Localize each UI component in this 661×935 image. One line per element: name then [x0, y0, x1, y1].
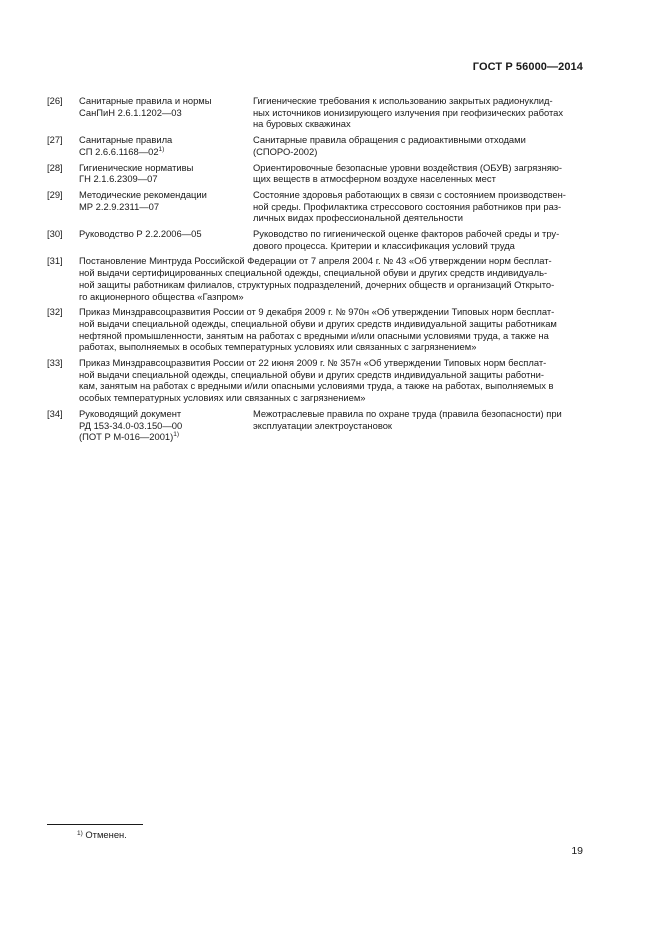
reference-title: Ориентировочные безопасные уровни воздействия (ОБУВ) загрязняю- щих веществ в атмосферном воздухе населенных мест [253, 161, 562, 185]
reference-item [47, 228, 583, 251]
footnote-text: Отменен. [85, 829, 127, 840]
reference-number: [34] [47, 407, 63, 419]
footnote-separator [47, 824, 143, 825]
reference-designation: Методические рекомендации МР 2.2.9.2311—07 [79, 188, 207, 212]
reference-item [47, 189, 583, 224]
reference-item [47, 306, 583, 353]
reference-text: Приказ Минздравсоцразвития России от 9 декабря 2009 г. № 970н «Об утверждении Типовых норм бесплат- ной выдачи специальной одежды, специальной обуви и других средств индивидуальной защиты работникам нефтяной промышленности, занятым на работах с вредными и/или опасными условиями труда, а также на работах, выполняемых в особых температурных условиях или связанных с загрязнением» [79, 306, 557, 353]
reference-title: Состояние здоровья работающих в связи с состоянием производствен- ной среды. Профилактика стрессового состояния работников при раз- личных видах профессиональной деятельности [253, 188, 566, 224]
footnote [77, 829, 127, 840]
reference-title: Санитарные правила обращения с радиоактивными отходами (СПОРО-2002) [253, 134, 526, 157]
reference-title: Гигиенические требования к использованию закрытых радионуклид- ных источников ионизирующего излучения при геофизических работах на буровых скважинах [253, 95, 564, 130]
footnote-marker: 1) [173, 431, 180, 439]
reference-designation: Санитарные правила и нормы СанПиН 2.6.1.1202—03 [79, 95, 212, 118]
reference-number: [29] [47, 188, 63, 200]
reference-item [47, 95, 583, 130]
reference-number: [26] [47, 95, 63, 106]
reference-title: Межотраслевые правила по охране труда (правила безопасности) при эксплуатации электроустановок [253, 407, 562, 431]
reference-designation: Гигиенические нормативы ГН 2.1.6.2309—07 [79, 161, 194, 185]
reference-number: [32] [47, 306, 63, 318]
reference-designation: Руководящий документ РД 153-34.0-03.150—00 (ПОТ Р М-016—2001)$^{1)}$ [79, 407, 183, 443]
bibliography-list [47, 95, 583, 447]
reference-designation: Руководство Р 2.2.2006—05 [79, 228, 202, 240]
reference-number: [30] [47, 228, 63, 240]
reference-number: [28] [47, 161, 63, 173]
reference-item [47, 134, 583, 157]
standard-designation: ГОСТ Р 56000—2014 [472, 61, 583, 73]
page-number: 19 [571, 845, 583, 857]
reference-number: [31] [47, 255, 63, 267]
footnote-marker: 1) [158, 145, 165, 153]
reference-text: Постановление Минтруда Российской Федерации от 7 апреля 2004 г. № 43 «Об утверждении норм бесплат- ной выдачи сертифицированных специальной одежды, специальной обуви и других средств индивидуаль- ной защиты работникам филиалов, структурных подразделений, дочерних обществ и организаций Открыто- го акционерного общества «Газпром» [79, 255, 555, 302]
reference-text: Приказ Минздравсоцразвития России от 22 июня 2009 г. № 357н «Об утверждении Типовых норм бесплат- ной выдачи специальной одежды, специальной обуви и других средств индивидуальной защиты работни- кам, занятым на работах с вредными и/или опасными условиями труда, а также на работах, выполняемых в особых температурных условиях или связанных с загрязнением» [79, 357, 554, 404]
footnote-mark: 1) [77, 830, 83, 837]
reference-number: [27] [47, 134, 63, 146]
reference-title: Руководство по гигиенической оценке факторов рабочей среды и тру- дового процесса. Критерии и классификация условий труда [253, 228, 560, 251]
reference-item [47, 162, 583, 185]
reference-item [47, 357, 583, 404]
reference-item [47, 255, 583, 302]
reference-designation: Санитарные правила СП 2.6.6.1168—02$^{1)}$ [79, 134, 173, 157]
reference-item [47, 408, 583, 443]
reference-number: [33] [47, 357, 63, 369]
